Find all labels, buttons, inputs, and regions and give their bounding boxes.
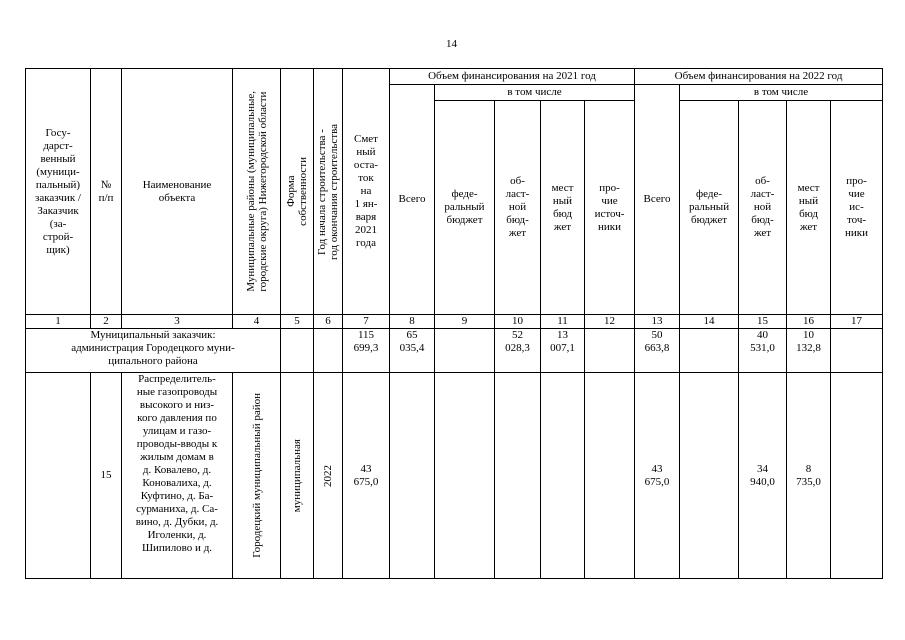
col-number: 4 xyxy=(233,315,281,329)
col-number: 14 xyxy=(680,315,739,329)
col-number: 1 xyxy=(26,315,91,329)
empty-cell xyxy=(435,329,495,373)
col-number: 2 xyxy=(91,315,122,329)
empty-cell xyxy=(541,373,585,579)
header-local-2022: мест ный бюд жет xyxy=(787,101,831,315)
col-number: 7 xyxy=(343,315,390,329)
object-total-2022: 43 675,0 xyxy=(635,373,680,579)
header-total-2022: Всего xyxy=(635,85,680,315)
col-number: 16 xyxy=(787,315,831,329)
customer-regional-2022: 40 531,0 xyxy=(739,329,787,373)
header-local-2021: мест ный бюд жет xyxy=(541,101,585,315)
object-district xyxy=(233,373,281,579)
column-numbers-row xyxy=(26,315,883,329)
customer-regional-2021: 52 028,3 xyxy=(495,329,541,373)
col-number: 5 xyxy=(281,315,314,329)
header-object-name: Наименование объекта xyxy=(122,69,233,315)
object-number: 15 xyxy=(91,373,122,579)
object-ownership xyxy=(281,373,314,579)
header-regional-2022: об- ласт- ной бюд- жет xyxy=(739,101,787,315)
header-districts xyxy=(233,69,281,315)
empty-cell xyxy=(435,373,495,579)
object-row xyxy=(26,373,883,579)
header-including-2021: в том числе xyxy=(435,85,635,101)
customer-label: Муниципальный заказчик: администрация Городецкого муни- ципального района xyxy=(26,329,281,373)
header-other-2022: про- чие ис- точ- ники xyxy=(831,101,883,315)
header-ownership-text: Форма собственности xyxy=(285,157,309,226)
header-customer: Госу- дарст- венный (муници- пальный) заказчик / Заказчик (за- строй- щик) xyxy=(26,69,91,315)
empty-cell xyxy=(680,373,739,579)
col-number: 10 xyxy=(495,315,541,329)
empty-cell xyxy=(831,329,883,373)
col-number: 15 xyxy=(739,315,787,329)
header-number: № п/п xyxy=(91,69,122,315)
header-financing-2021: Объем финансирования на 2021 год xyxy=(390,69,635,85)
empty-cell xyxy=(585,373,635,579)
col-number: 11 xyxy=(541,315,585,329)
empty-cell xyxy=(26,373,91,579)
empty-cell xyxy=(281,329,314,373)
object-district-text: Городецкий муниципальный район xyxy=(250,393,263,558)
header-districts-text: Муниципальные районы (муниципальные, городские округа) Нижегородской области xyxy=(244,91,269,292)
empty-cell xyxy=(680,329,739,373)
header-federal-2021: феде- ральный бюджет xyxy=(435,101,495,315)
object-ownership-text: муниципальная xyxy=(291,438,303,513)
empty-cell xyxy=(495,373,541,579)
financing-table xyxy=(25,68,883,579)
object-year xyxy=(314,373,343,579)
col-number: 9 xyxy=(435,315,495,329)
header-total-2021: Всего xyxy=(390,85,435,315)
col-number: 6 xyxy=(314,315,343,329)
header-other-2021: про- чие источ- ники xyxy=(585,101,635,315)
empty-cell xyxy=(390,373,435,579)
header-estimate-balance: Смет ный оста- ток на 1 ян- варя 2021 года xyxy=(343,69,390,315)
customer-local-2021: 13 007,1 xyxy=(541,329,585,373)
empty-cell xyxy=(314,329,343,373)
col-number: 13 xyxy=(635,315,680,329)
header-regional-2021: об- ласт- ной бюд- жет xyxy=(495,101,541,315)
empty-cell xyxy=(585,329,635,373)
col-number: 12 xyxy=(585,315,635,329)
col-number: 17 xyxy=(831,315,883,329)
object-local-2022: 8 735,0 xyxy=(787,373,831,579)
header-years xyxy=(314,69,343,315)
page-number: 14 xyxy=(446,38,457,50)
customer-local-2022: 10 132,8 xyxy=(787,329,831,373)
object-regional-2022: 34 940,0 xyxy=(739,373,787,579)
customer-row xyxy=(26,329,883,373)
object-year-text: 2022 xyxy=(322,464,334,487)
col-number: 8 xyxy=(390,315,435,329)
customer-total-2022: 50 663,8 xyxy=(635,329,680,373)
col-number: 3 xyxy=(122,315,233,329)
object-estimate-balance: 43 675,0 xyxy=(343,373,390,579)
empty-cell xyxy=(831,373,883,579)
header-ownership xyxy=(281,69,314,315)
header-financing-2022: Объем финансирования на 2022 год xyxy=(635,69,883,85)
object-name: Распределитель- ные газопроводы высокого и низ- кого давления по улицам и газо- проводы-вводы к жилым домам в д. Ковалево, д. Коновалиха, д. Куфтино, д. Ба- сурманиха, д. Са- вино, д. Дубки, д. Иголенки, д. Шипилово и д. xyxy=(122,373,233,579)
customer-total-2021: 65 035,4 xyxy=(390,329,435,373)
customer-estimate-balance: 115 699,3 xyxy=(343,329,390,373)
header-including-2022: в том числе xyxy=(680,85,883,101)
header-federal-2022: феде- ральный бюджет xyxy=(680,101,739,315)
header-years-text: Год начала строительства - год окончания строительства xyxy=(316,123,340,260)
